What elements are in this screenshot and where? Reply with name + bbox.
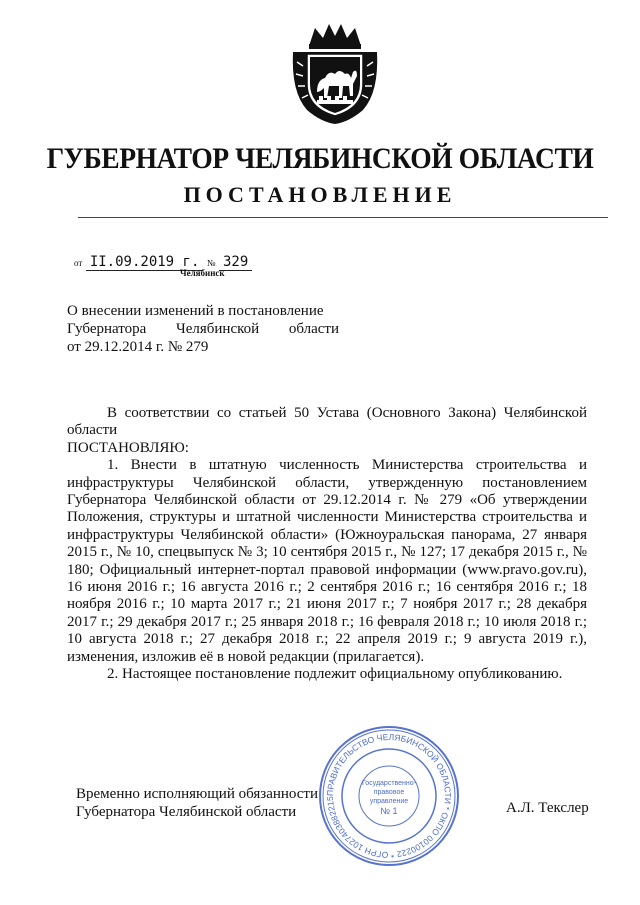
doc-date: II.09.2019 г.	[86, 254, 204, 271]
date-number-row	[74, 254, 252, 271]
document-body	[67, 405, 587, 684]
signer-name: А.Л. Текслер	[506, 800, 589, 816]
subject-line: О внесении изменений в постановление	[67, 303, 324, 319]
signer-position-line: Временно исполняющий обязанности	[76, 786, 319, 802]
decree-word: ПОСТАНОВЛЯЮ:	[67, 439, 189, 456]
subject-line: Губернатора Челябинской области	[67, 321, 339, 337]
signer-position-line: Губернатора Челябинской области	[76, 804, 297, 820]
header-divider	[78, 217, 608, 218]
doc-number: 329	[219, 254, 252, 271]
city-label: Челябинск	[180, 268, 225, 278]
signer-position	[76, 785, 318, 821]
subject-line: от 29.12.2014 г. № 279	[67, 339, 209, 355]
official-seal-icon	[318, 725, 460, 867]
preamble-line: В соответствии со статьей 50 Устава (Основного Закона) Челябинской	[107, 405, 587, 421]
body-item: 1. Внести в штатную численность Министерства строительства и инфраструктуры Челябинской области, утвержденную постановлением Губернатора Челябинской области от 29.12.2014 г. № 279 «Об утверждении Положения, структуры и штатной численности Министерства строительства и инфраструктуры Челябинской области» (Южноуральская панорама, 27 января 2015 г., № 10, спецвыпуск № 3; 10 сентября 2015 г., № 127; 17 декабря 2015 г., № 180; Официальный интернет-портал правовой информации (www.pravo.gov.ru), 16 июня 2016 г.; 16 августа 2016 г.; 2 сентября 2016 г.; 16 сентября 2016 г.; 18 ноября 2016 г.; 10 марта 2017 г.; 21 июня 2017 г.; 7 ноября 2017 г.; 28 декабря 2017 г.; 29 декабря 2017 г.; 25 января 2018 г.; 16 февраля 2018 г.; 10 июля 2018 г.; 10 августа 2018 г.; 27 декабря 2018 г.; 22 апреля 2019 г.; 9 августа 2019 г.), изменения, изложив её в новой редакции (прилагается).	[67, 457, 587, 665]
chelyabinsk-coat-of-arms-icon	[287, 22, 383, 126]
doc-type-heading: ПОСТАНОВЛЕНИЕ	[183, 182, 457, 207]
body-item: 2. Настоящее постановление подлежит официальному опубликованию.	[107, 666, 563, 683]
preamble-line: области	[67, 422, 118, 439]
seal-center-line: № 1	[380, 806, 398, 816]
seal-center-line: управление	[369, 798, 409, 805]
seal-center-line: правовое	[373, 789, 405, 796]
org-title: ГУБЕРНАТОР ЧЕЛЯБИНСКОЙ ОБЛАСТИ	[46, 142, 594, 175]
seal-center-line: Государственно-	[361, 780, 417, 787]
seal-outer-text: ПРАВИТЕЛЬСТВО ЧЕЛЯБИНСКОЙ ОБЛАСТИ * ОКПО 00100222 * ОГРН 1027403882215	[324, 731, 454, 861]
number-label: №	[206, 258, 216, 268]
from-label: от	[74, 258, 83, 268]
subject-block	[67, 302, 339, 356]
